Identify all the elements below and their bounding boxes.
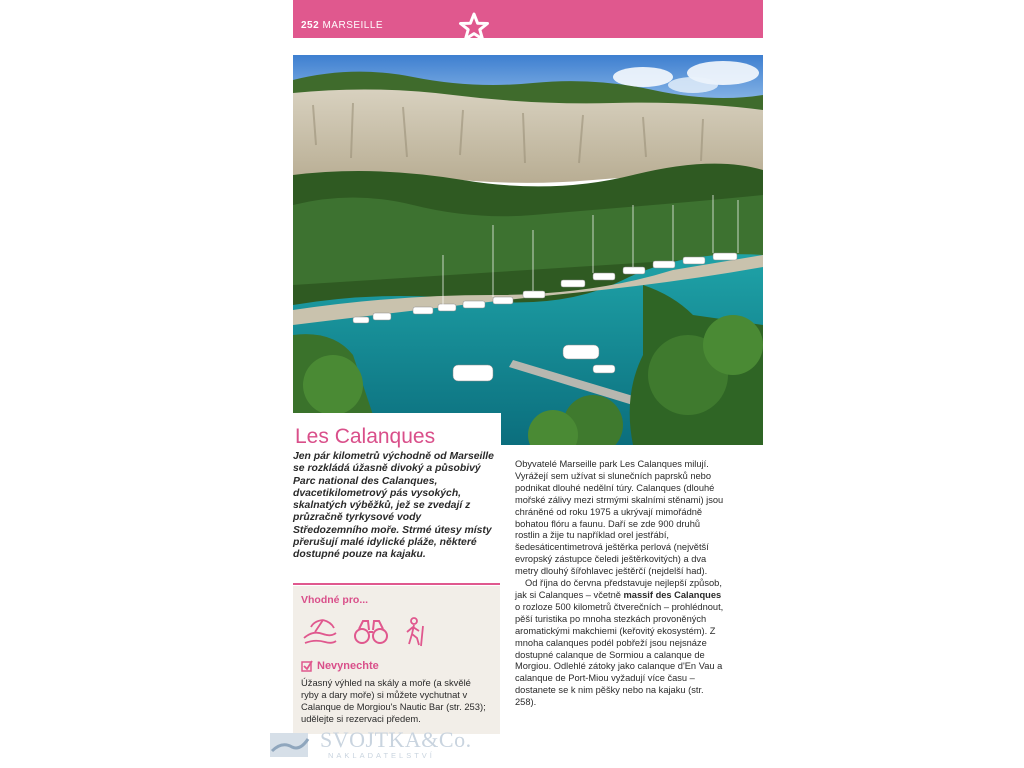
body-paragraph-2-bold: massif des Calanques	[623, 589, 722, 600]
body-paragraph-1: Obyvatelé Marseille park Les Calanques milují. Vyrážejí sem užívat si slunečních paprsků nebo podnikat dlouhé nedělní túry. Calanques (dlouhé mořské zálivy mezi strmými skalními stěnami) jsou chráněné od roku 1975 a ukrývají mimořádně bohatou flóru a faunu. Daří se zde 900 druhů rostlin a žije tu například orel jestřábí, šedesáticentimetrová ještěrka perlová (největší evropský zástupce čeledi ještěrkovitých) a dva metry dlouhý šířohlavec ještěrčí (nejdelší had).	[515, 459, 724, 577]
suitable-for-icons	[301, 616, 481, 650]
page-header-label	[301, 20, 383, 31]
publisher-name: SVOJTKA&Co.	[320, 727, 472, 752]
body-paragraph-2-end: o rozloze 500 kilometrů čtverečních – prohlédnout, pěší turistika po mnoha stezkách provoněných aromatickými makchiemi (keřovitý ekosystém). Z mnoha calanques podél pobřeží jsou nejsnáze dostupné calanque de Sormiou a calanque de Morgiou. Odlehlé zátoky jako calanque d'En Vau a calanque de Port-Miou vyžadují více času – dostanete se k nim pěšky nebo na kajaku (str. 258).	[515, 601, 724, 708]
publisher-logo-icon	[268, 729, 310, 759]
article-lead: Jen pár kilometrů východně od Marseille se rozkládá úžasně divoký a působivý Parc national des Calanques, dvacetikilometrový pás vysokých, skalnatých výběžků, jež se zvedají z průzračně tyrkysové vody Středozemního moře. Strmé útesy místy přerušují malé idylické pláže, některé dostupné pouze na kajaku.	[293, 451, 494, 561]
hiking-icon	[401, 616, 431, 653]
must-see-text: Úžasný výhled na skály a moře (a skvělé ryby a dary moře) si můžete vychutnat v Calanque de Morgiou's Nautic Bar (str. 253); udělejte si rezervaci předem.	[301, 677, 486, 724]
calanque-photo	[293, 55, 763, 445]
must-see-heading: Nevynechte	[317, 660, 379, 672]
star-icon	[456, 12, 492, 42]
binoculars-icon	[353, 616, 389, 653]
section-name: MARSEILLE	[322, 20, 384, 31]
checkbox-icon	[301, 660, 313, 672]
article-body	[515, 459, 725, 709]
page-number: 252	[301, 20, 320, 31]
publisher-watermark	[268, 727, 488, 761]
guidebook-page	[293, 0, 763, 768]
article-title: Les Calanques	[295, 425, 436, 448]
divider	[293, 583, 500, 585]
beach-icon	[301, 616, 339, 653]
body-paragraph-2	[515, 578, 725, 709]
suitable-for-heading: Vhodné pro...	[301, 594, 369, 606]
page-header	[293, 0, 763, 38]
sidebar-box	[293, 586, 500, 734]
body-paragraph-2-start: Od října do června představuje nejlepší způsob, jak si Calanques – včetně	[515, 578, 722, 600]
publisher-subtitle: NAKLADATELSTVÍ	[328, 751, 435, 760]
